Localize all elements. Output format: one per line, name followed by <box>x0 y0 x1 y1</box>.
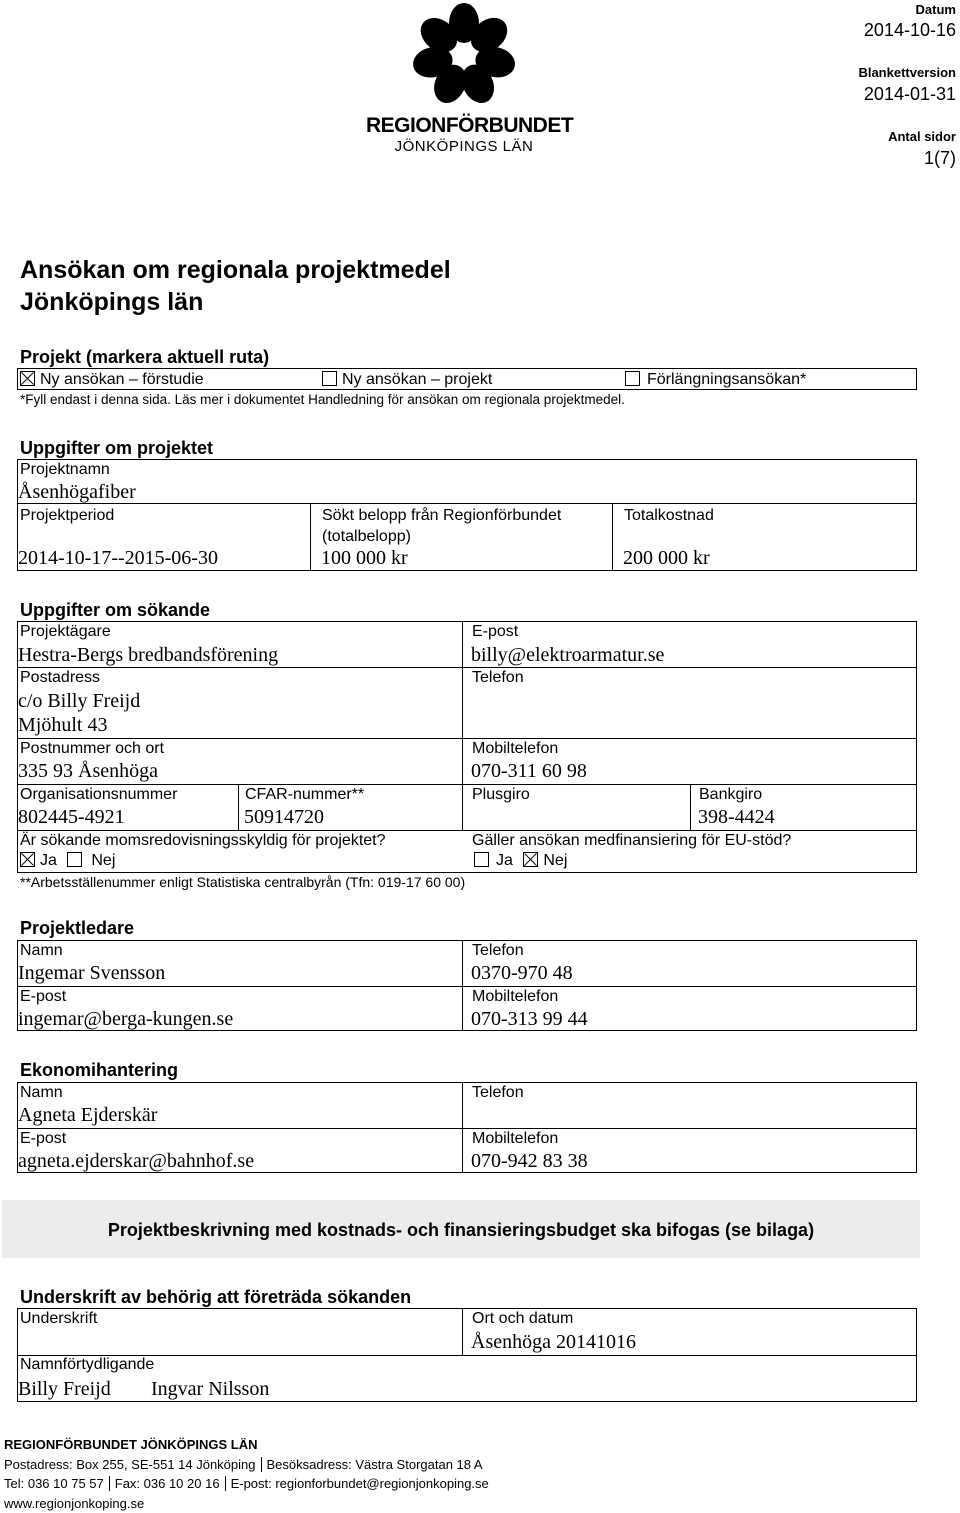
title-line-2: Jönköpings län <box>20 286 451 318</box>
footer-web[interactable]: www.regionjonkoping.se <box>4 1494 489 1513</box>
ekonomi-namn-label: Namn <box>20 1084 63 1102</box>
ekonomi-mobil-label: Mobiltelefon <box>472 1130 558 1148</box>
sidor-value: 1(7) <box>924 148 956 169</box>
bilaga-text: Projektbeskrivning med kostnads- och finansieringsbudget ska bifogas (se bilaga) <box>2 1220 920 1241</box>
projektledare-mobil-value[interactable]: 070-313 99 44 <box>471 1008 588 1030</box>
cfar-value[interactable]: 50914720 <box>244 806 324 828</box>
logo-text-1: REGIONFÖRBUNDET <box>366 114 562 138</box>
plusgiro-label: Plusgiro <box>472 786 530 804</box>
footer-contact <box>4 1474 489 1494</box>
postadress-value-1[interactable]: c/o Billy Freijd <box>18 690 140 712</box>
eu-options <box>474 852 567 870</box>
moms-options <box>20 852 115 870</box>
postnummer-label: Postnummer och ort <box>20 740 164 758</box>
sokande-epost-label: E-post <box>472 623 518 641</box>
checkbox-unchecked-icon[interactable] <box>67 852 82 867</box>
checkbox-unchecked-icon[interactable] <box>625 371 640 386</box>
logo-text-2: JÖNKÖPINGS LÄN <box>366 138 562 155</box>
ekonomi-epost-value[interactable]: agneta.ejderskar@bahnhof.se <box>18 1150 254 1172</box>
orgnr-label: Organisationsnummer <box>20 786 177 804</box>
ort-datum-value[interactable]: Åsenhöga 20141016 <box>471 1331 636 1353</box>
option-projekt[interactable] <box>322 371 492 389</box>
moms-question: Är sökande momsredovisningsskyldig för projektet? <box>20 832 386 850</box>
footer-tel: Tel: 036 10 75 57 <box>4 1476 104 1491</box>
footer-org: REGIONFÖRBUNDET JÖNKÖPINGS LÄN <box>4 1435 489 1455</box>
projektperiod-value[interactable]: 2014-10-17--2015-06-30 <box>18 547 218 569</box>
footer-address <box>4 1455 489 1475</box>
belopp-label-line2: (totalbelopp) <box>322 528 561 546</box>
sokande-telefon-label: Telefon <box>472 669 524 687</box>
namnfortydligande-value-2[interactable]: Ingvar Nilsson <box>151 1378 269 1400</box>
datum-value: 2014-10-16 <box>864 20 956 41</box>
sokande-mobil-label: Mobiltelefon <box>472 740 558 758</box>
underskrift-label: Underskrift <box>20 1310 97 1328</box>
projektnamn-value[interactable]: Åsenhögafiber <box>18 481 136 503</box>
belopp-label-line1: Sökt belopp från Regionförbundet <box>322 507 561 525</box>
blankett-label: Blankettversion <box>858 65 956 80</box>
moms-ja-label: Ja <box>40 852 57 869</box>
sokande-footnote: **Arbetsställenummer enligt Statistiska centralbyrån (Tfn: 019-17 60 00) <box>20 874 465 890</box>
projektledare-namn-value[interactable]: Ingemar Svensson <box>18 962 165 984</box>
namnfortydligande-label: Namnförtydligande <box>20 1356 154 1374</box>
projektledare-heading: Projektledare <box>20 918 134 938</box>
projektledare-epost-label: E-post <box>20 988 66 1006</box>
option-forlangning[interactable] <box>625 371 806 389</box>
footer <box>4 1435 489 1513</box>
footer-fax: Fax: 036 10 20 16 <box>115 1476 220 1491</box>
projekt-note: *Fyll endast i denna sida. Läs mer i dokumentet Handledning för ansökan om regionala projektmedel. <box>20 392 625 407</box>
projektperiod-label: Projektperiod <box>20 507 114 525</box>
ekonomi-telefon-label: Telefon <box>472 1084 524 1102</box>
flower-logo-icon <box>404 2 524 108</box>
page-title <box>20 254 451 318</box>
ekonomi-heading: Ekonomihantering <box>20 1060 178 1080</box>
datum-label: Datum <box>916 2 956 17</box>
logo <box>366 0 562 160</box>
totalkostnad-value[interactable]: 200 000 kr <box>623 547 710 569</box>
footer-epost[interactable]: E-post: regionforbundet@regionjonkoping.se <box>231 1476 489 1491</box>
footer-besok: Besöksadress: Västra Storgatan 18 A <box>267 1457 483 1472</box>
option-label: Ny ansökan – projekt <box>342 371 492 388</box>
option-label: Förlängningsansökan* <box>647 371 806 388</box>
uppgifter-projekt-heading: Uppgifter om projektet <box>20 438 213 458</box>
option-label: Ny ansökan – förstudie <box>40 371 204 388</box>
ekonomi-mobil-value[interactable]: 070-942 83 38 <box>471 1150 588 1172</box>
sokande-mobil-value[interactable]: 070-311 60 98 <box>471 760 587 782</box>
bankgiro-label: Bankgiro <box>699 786 762 804</box>
projektledare-telefon-label: Telefon <box>472 942 524 960</box>
footer-postadress: Postadress: Box 255, SE-551 14 Jönköping <box>4 1457 256 1472</box>
orgnr-value[interactable]: 802445-4921 <box>18 806 125 828</box>
sokande-epost-value[interactable]: billy@elektroarmatur.se <box>471 644 664 666</box>
projekt-heading: Projekt (markera aktuell ruta) <box>20 347 269 367</box>
projektnamn-label: Projektnamn <box>20 461 110 479</box>
sokande-heading: Uppgifter om sökande <box>20 600 210 620</box>
postadress-label: Postadress <box>20 669 100 687</box>
projektledare-epost-value[interactable]: ingemar@berga-kungen.se <box>18 1008 233 1030</box>
belopp-value[interactable]: 100 000 kr <box>321 547 408 569</box>
eu-ja-label: Ja <box>496 852 513 869</box>
checkbox-unchecked-icon[interactable] <box>322 371 337 386</box>
ekonomi-epost-label: E-post <box>20 1130 66 1148</box>
cfar-label: CFAR-nummer** <box>245 786 364 804</box>
bankgiro-value[interactable]: 398-4424 <box>698 806 775 828</box>
totalkostnad-label: Totalkostnad <box>624 507 714 525</box>
projektledare-namn-label: Namn <box>20 942 63 960</box>
projektagare-value[interactable]: Hestra-Bergs bredbandsförening <box>18 644 278 666</box>
belopp-label <box>322 507 561 546</box>
namnfortydligande-value-1[interactable]: Billy Freijd <box>18 1378 111 1400</box>
checkbox-checked-icon[interactable] <box>20 371 35 386</box>
projektledare-telefon-value[interactable]: 0370-970 48 <box>471 962 573 984</box>
projektagare-label: Projektägare <box>20 623 111 641</box>
projektledare-mobil-label: Mobiltelefon <box>472 988 558 1006</box>
checkbox-checked-icon[interactable] <box>20 852 35 867</box>
underskrift-heading: Underskrift av behörig att företräda sökanden <box>20 1287 411 1307</box>
option-forstudie[interactable] <box>20 371 204 389</box>
postadress-value-2[interactable]: Mjöhult 43 <box>18 714 107 736</box>
moms-nej-label: Nej <box>91 852 115 869</box>
sidor-label: Antal sidor <box>888 129 956 144</box>
ekonomi-namn-value[interactable]: Agneta Ejderskär <box>18 1104 157 1126</box>
postnummer-value[interactable]: 335 93 Åsenhöga <box>18 760 158 782</box>
checkbox-unchecked-icon[interactable] <box>474 852 489 867</box>
eu-question: Gäller ansökan medfinansiering för EU-stöd? <box>472 832 791 850</box>
eu-nej-label: Nej <box>543 852 567 869</box>
title-line-1: Ansökan om regionala projektmedel <box>20 254 451 286</box>
checkbox-checked-icon[interactable] <box>523 852 538 867</box>
ort-datum-label: Ort och datum <box>472 1310 573 1328</box>
blankett-value: 2014-01-31 <box>864 84 956 105</box>
